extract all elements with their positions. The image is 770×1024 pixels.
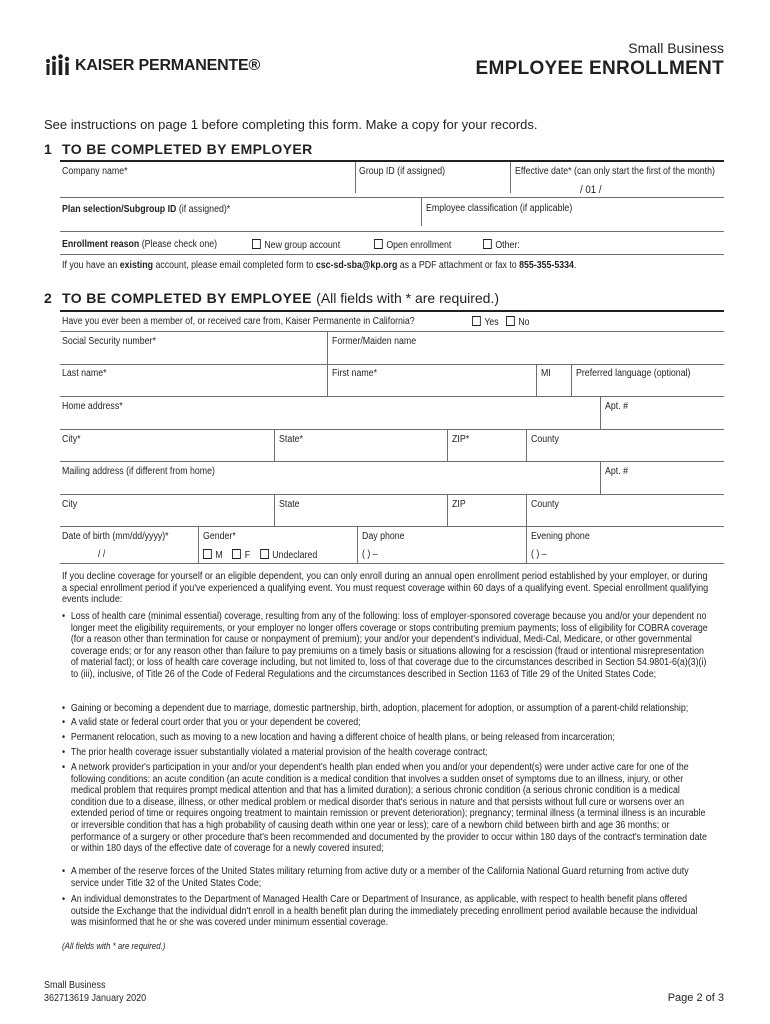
divider [421,198,422,226]
new-group-label: New group account [264,240,341,251]
enrollment-reason-bold: Enrollment reason [62,239,140,250]
plan-selection-label: Plan selection/Subgroup ID [62,204,177,215]
section2-number: 2 [44,290,53,306]
kaiser-logo-icon [45,54,71,76]
list-item [62,866,708,889]
gender-m-label: M [215,550,223,561]
bullet-icon: • [62,703,66,714]
existing-account-note [62,260,576,271]
divider [355,162,356,193]
list-item [62,611,708,681]
divider [60,364,724,365]
qualifying-intro: If you decline coverage for yourself or an eligible dependent, you can only enroll during an annual open enrollment period established by your employer, or during a special enrollment period if you've experienced a qualifying event. You must request coverage within 60 days of a qualifying event. Special enrollment qualifying events include: [62,571,709,606]
divider [60,429,724,430]
mailing-address-field[interactable]: Mailing address (if different from home) [62,466,215,477]
divider [447,429,448,461]
divider [274,429,275,461]
open-enrollment-checkbox[interactable] [374,239,451,251]
divider [600,461,601,494]
section2-rule [60,310,724,312]
list-item [62,747,708,759]
bullet-icon: • [62,747,66,758]
gender-undeclared-label: Undeclared [272,550,318,561]
note-text: If you have an [62,260,120,271]
last-name-field[interactable]: Last name* [62,368,107,379]
note-text: . [573,260,577,271]
member-question: Have you ever been a member of, or received care from, Kaiser Permanente in California? [62,316,415,327]
evening-phone-field[interactable]: Evening phone [531,531,590,542]
home-address-field[interactable]: Home address* [62,401,123,412]
divider [60,254,724,255]
kaiser-logo-text: KAISER PERMANENTE® [75,57,261,74]
divider [536,364,537,396]
divider [198,526,199,563]
other-label: Other: [495,240,520,251]
section1-title: TO BE COMPLETED BY EMPLOYER [62,141,313,157]
home-county-field[interactable]: County [531,434,559,445]
page-title: EMPLOYEE ENROLLMENT [475,58,724,79]
divider [526,494,527,526]
checkbox-icon [506,316,515,326]
dob-value[interactable]: / / [98,549,106,560]
list-item-text: A valid state or federal court order that you or your dependent be covered; [70,717,361,728]
checkbox-icon[interactable] [260,549,269,559]
list-item-text: The prior health coverage issuer substantially violated a material provision of the health coverage contract; [70,747,488,758]
mailing-city-field[interactable]: City [62,499,78,510]
group-id-field[interactable]: Group ID (if assigned) [359,166,446,177]
divider [60,526,724,527]
header-subtitle: Small Business [628,40,724,56]
new-group-checkbox[interactable] [252,239,340,251]
checkbox-icon[interactable] [232,549,241,559]
plan-selection-hint: (if assigned)* [176,204,231,215]
gender-label: Gender* [203,531,236,542]
divider [600,397,601,429]
instructions-text: See instructions on page 1 before completing this form. Make a copy for your records. [44,117,538,132]
plan-selection-field[interactable] [62,204,230,215]
section2-heading [44,290,499,306]
divider [327,364,328,396]
dob-field[interactable]: Date of birth (mm/dd/yyyy)* [62,531,169,542]
checkbox-icon [472,316,481,326]
bullet-icon: • [62,866,66,877]
divider [447,494,448,526]
bullet-icon: • [62,717,66,728]
bullet-icon: • [62,894,66,905]
company-name-field[interactable]: Company name* [62,166,128,177]
enrollment-reason-label [62,239,217,250]
ssn-field[interactable]: Social Security number* [62,336,156,347]
mailing-zip-field[interactable]: ZIP [452,499,466,510]
list-item-text: Loss of health care (minimal essential) coverage, resulting from any of the following: loss of employer-sponsored coverage because you and/or your dependent no longer meet the eligibility requirements, or your employer no longer offers coverage or stops contributing premium payments; loss of eligibility for COBRA coverage (for a reason other than termination for cause or nonpayment of premium); your and/or your dependent's individual, Medi-Cal, Medicare, or other governmental coverage ends; or for any reason other than failure to pay premiums on a timely basis or situations allowing for a rescission (fraud or intentional misrepresentation of material fact); or loss of health care coverage including, but not limited to, loss of that coverage due to the circumstances described in Section 54.9801-6(a)(3)(i) to (iii), inclusive, of Title 26 of the Code of Federal Regulations and the circumstances described in Section 1163 of Title 29 of the United States Code; [70,611,708,680]
home-zip-field[interactable]: ZIP* [452,434,470,445]
home-city-field[interactable]: City* [62,434,81,445]
former-name-field[interactable]: Former/Maiden name [332,336,417,347]
no-label: No [518,317,530,328]
list-item-text: A member of the reserve forces of the United States military returning from active duty or a member of the California National Guard returning from active duty service under Title 32 of the United States Code; [70,866,689,889]
divider [60,331,724,332]
mi-field[interactable]: MI [541,368,551,379]
checkbox-icon [252,239,261,249]
home-apt-field[interactable]: Apt. # [605,401,629,412]
divider [526,526,527,563]
preferred-language-field[interactable]: Preferred language (optional) [576,368,691,379]
divider [571,364,572,396]
divider [357,526,358,563]
page-number: Page 2 of 3 [667,992,724,1004]
footer-form-number: 362713619 January 2020 [44,993,147,1004]
fax-number: 855-355-5334 [519,260,574,271]
other-checkbox[interactable] [483,239,520,251]
member-yes-checkbox[interactable] [472,316,499,328]
section1-rule [60,160,724,162]
bullet-icon: • [62,762,66,773]
note-text: account, please email completed form to [152,260,316,271]
required-note: (All fields with * are required.) [62,941,166,951]
checkbox-icon[interactable] [203,549,212,559]
home-state-field[interactable]: State* [279,434,303,445]
checkbox-icon [483,239,492,249]
list-item [62,894,708,929]
divider [60,197,724,198]
divider [60,231,724,232]
evening-phone-value[interactable]: ( ) – [531,549,547,560]
divider [274,494,275,526]
divider [526,429,527,461]
section1-heading [44,141,313,157]
list-item-text: Permanent relocation, such as moving to a new location and having a different choice of health plans, or being released from incarceration; [70,732,615,743]
member-no-checkbox[interactable] [506,316,530,328]
footer-line1: Small Business [44,980,106,991]
divider [60,461,724,462]
note-bold: existing [119,260,153,271]
yes-label: Yes [484,317,499,328]
employee-classification-field[interactable]: Employee classification (if applicable) [426,203,573,214]
day-phone-field[interactable]: Day phone [362,531,405,542]
list-item [62,762,708,855]
divider [60,396,724,397]
list-item-text: An individual demonstrates to the Department of Managed Health Care or Department of Insurance, as applicable, with respect to health benefit plans offered outside the Exchange that the individual didn't enroll in a health benefit plan during the immediately preceding enrollment period available because the individual was misinformed that he or she was covered under minimum essential coverage. [70,894,698,929]
list-item-text: A network provider's participation in your and/or your dependent's health plan ended when you and/or your dependent(s) were under active care for one of the following conditions: an acute condition (an acute condition is a medical condition that involves a sudden onset of symptoms due to an illness, injury, or other medical problem that requires prompt medical attention and that has a limited duration); a serious chronic condition (a serious chronic condition is a medical condition due to a disease, illness, or other medical problem or medical disorder that's serious in nature and that persists without full cure or worsens over an extended period of time or requires ongoing treatment to maintain remission or prevent deterioration); pregnancy; terminal illness (a terminal illness is an incurable or irreversible condition that has a high probability of causing death within one year or less); care of a newborn child between birth and age 36 months; or performance of a surgery or other procedure that's been recommended and documented by the provider to occur within 180 days of the contract's termination date or within 180 days of the effective date of coverage for a newly covered insured; [70,762,707,855]
checkbox-icon [374,239,383,249]
gender-f-label: F [244,550,251,561]
day-phone-value[interactable]: ( ) – [362,549,378,560]
section1-number: 1 [44,141,53,157]
divider [60,494,724,495]
effective-date-value[interactable]: / 01 / [580,184,602,196]
enrollment-reason-hint: (Please check one) [139,239,218,250]
divider [327,332,328,364]
mailing-county-field[interactable]: County [531,499,559,510]
section2-title: TO BE COMPLETED BY EMPLOYEE [62,290,312,306]
email-link[interactable]: csc-sd-sba@kp.org [315,260,398,271]
list-item-text: Gaining or becoming a dependent due to marriage, domestic partnership, birth, adoption, placement for adoption, or assumption of a parent-child relationship; [70,703,689,714]
first-name-field[interactable]: First name* [332,368,377,379]
section2-note: (All fields with * are required.) [316,290,500,306]
effective-date-field[interactable]: Effective date* (can only start the first of the month) [515,166,715,177]
gender-options[interactable] [203,549,317,561]
bullet-icon: • [62,611,66,622]
list-item [62,703,708,715]
note-text: as a PDF attachment or fax to [397,260,520,271]
mailing-apt-field[interactable]: Apt. # [605,466,629,477]
list-item [62,732,708,744]
divider [510,162,511,193]
open-enrollment-label: Open enrollment [386,240,452,251]
divider [60,563,724,564]
bullet-icon: • [62,732,66,743]
list-item [62,717,708,729]
mailing-state-field[interactable]: State [279,499,300,510]
